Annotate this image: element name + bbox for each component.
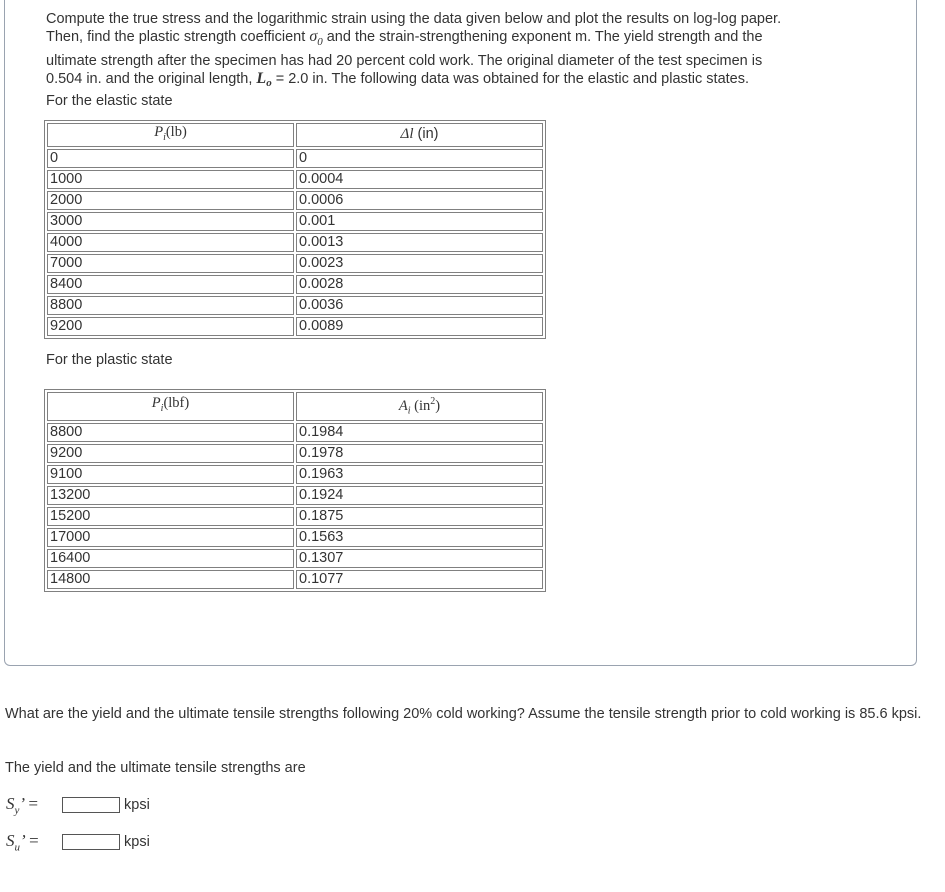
elastic-value-cell: 0.0004 (296, 170, 543, 189)
plastic-value-cell: 0.1563 (296, 528, 543, 547)
elastic-value-cell: 0.001 (296, 212, 543, 231)
plastic-row (47, 423, 543, 442)
plastic-col-load-header: $P_i(lbf)$ (47, 392, 294, 421)
plastic-load-cell: 16400 (47, 549, 294, 568)
intro-line-1: Compute the true stress and the logarithmic strain using the data given below and plot the results on log-log paper. (46, 11, 782, 27)
plastic-row (47, 570, 543, 589)
plastic-load-cell: 8800 (47, 423, 294, 442)
intro-line-4a: 0.504 in. and the original length, (46, 70, 257, 87)
plastic-value-cell: 0.1924 (296, 486, 543, 505)
plastic-value-cell: 0.1963 (296, 465, 543, 484)
ultimate-strength-unit: kpsi (124, 834, 150, 850)
plastic-load-cell: 13200 (47, 486, 294, 505)
plastic-load-cell: 9200 (47, 444, 294, 463)
plastic-col-area-header: $A_i$ $(in^2)$ (296, 392, 543, 421)
elastic-row (47, 275, 543, 294)
elastic-value-cell: 0.0028 (296, 275, 543, 294)
plastic-state-label: For the plastic state (46, 352, 173, 368)
elastic-row (47, 254, 543, 273)
plastic-load-cell: 14800 (47, 570, 294, 589)
elastic-load-cell: 8400 (47, 275, 294, 294)
elastic-load-cell: 9200 (47, 317, 294, 336)
plastic-value-cell: 0.1875 (296, 507, 543, 526)
yield-strength-input[interactable] (62, 797, 120, 813)
ultimate-strength-input[interactable] (62, 834, 120, 850)
l-zero-symbol: $L_o$ (256, 69, 272, 89)
plastic-row (47, 528, 543, 547)
sigma-zero-symbol: $\sigma_0$ (309, 28, 323, 49)
question-body: What are the yield and the ultimate tensile strengths following 20% cold working? Assume the tensile strength prior to cold working is 85.6 kpsi. (5, 706, 922, 722)
ultimate-strength-symbol: $S_u$’ = (6, 830, 40, 854)
elastic-row (47, 317, 543, 336)
elastic-row (47, 212, 543, 231)
yield-strength-symbol: $S_y$’ = (6, 793, 39, 817)
plastic-value-cell: 0.1978 (296, 444, 543, 463)
elastic-row (47, 296, 543, 315)
plastic-row (47, 486, 543, 505)
intro-line-3: ultimate strength after the specimen has had 20 percent cold work. The original diameter of the test specimen is (46, 52, 763, 69)
elastic-row (47, 233, 543, 252)
elastic-load-cell: 7000 (47, 254, 294, 273)
yield-strength-answer-row (6, 794, 150, 816)
plastic-row (47, 465, 543, 484)
intro-line-4b: = 2.0 in. The following data was obtained for the elastic and plastic states. (271, 70, 749, 87)
elastic-col-load-header: $P_i(lb)$ (47, 123, 294, 147)
elastic-value-cell: 0.0089 (296, 317, 543, 336)
problem-statement (46, 10, 866, 110)
plastic-value-cell: 0.1984 (296, 423, 543, 442)
plastic-load-cell: 17000 (47, 528, 294, 547)
elastic-value-cell: 0.0006 (296, 191, 543, 210)
elastic-row (47, 149, 543, 168)
plastic-row (47, 444, 543, 463)
elastic-row (47, 170, 543, 189)
elastic-load-cell: 3000 (47, 212, 294, 231)
plastic-value-cell: 0.1077 (296, 570, 543, 589)
answer-intro: The yield and the ultimate tensile strengths are (5, 760, 306, 776)
elastic-load-cell: 1000 (47, 170, 294, 189)
elastic-value-cell: 0.0023 (296, 254, 543, 273)
elastic-data-table (44, 120, 546, 339)
elastic-state-label: For the elastic state (46, 93, 173, 109)
ultimate-strength-answer-row (6, 831, 150, 853)
elastic-value-cell: 0 (296, 149, 543, 168)
elastic-load-cell: 0 (47, 149, 294, 168)
elastic-row (47, 191, 543, 210)
elastic-col-elongation-header: Δl (in) (296, 123, 543, 147)
plastic-row (47, 507, 543, 526)
yield-strength-unit: kpsi (124, 797, 150, 813)
plastic-data-table (44, 389, 546, 592)
plastic-row (47, 549, 543, 568)
elastic-load-cell: 8800 (47, 296, 294, 315)
intro-line-2b: and the strain-strengthening exponent m. The yield strength and the (322, 29, 763, 46)
elastic-value-cell: 0.0036 (296, 296, 543, 315)
elastic-load-cell: 2000 (47, 191, 294, 210)
intro-line-2a: Then, find the plastic strength coefficient (46, 29, 310, 46)
question-text (5, 706, 940, 723)
elastic-load-cell: 4000 (47, 233, 294, 252)
plastic-value-cell: 0.1307 (296, 549, 543, 568)
plastic-load-cell: 15200 (47, 507, 294, 526)
plastic-load-cell: 9100 (47, 465, 294, 484)
elastic-value-cell: 0.0013 (296, 233, 543, 252)
